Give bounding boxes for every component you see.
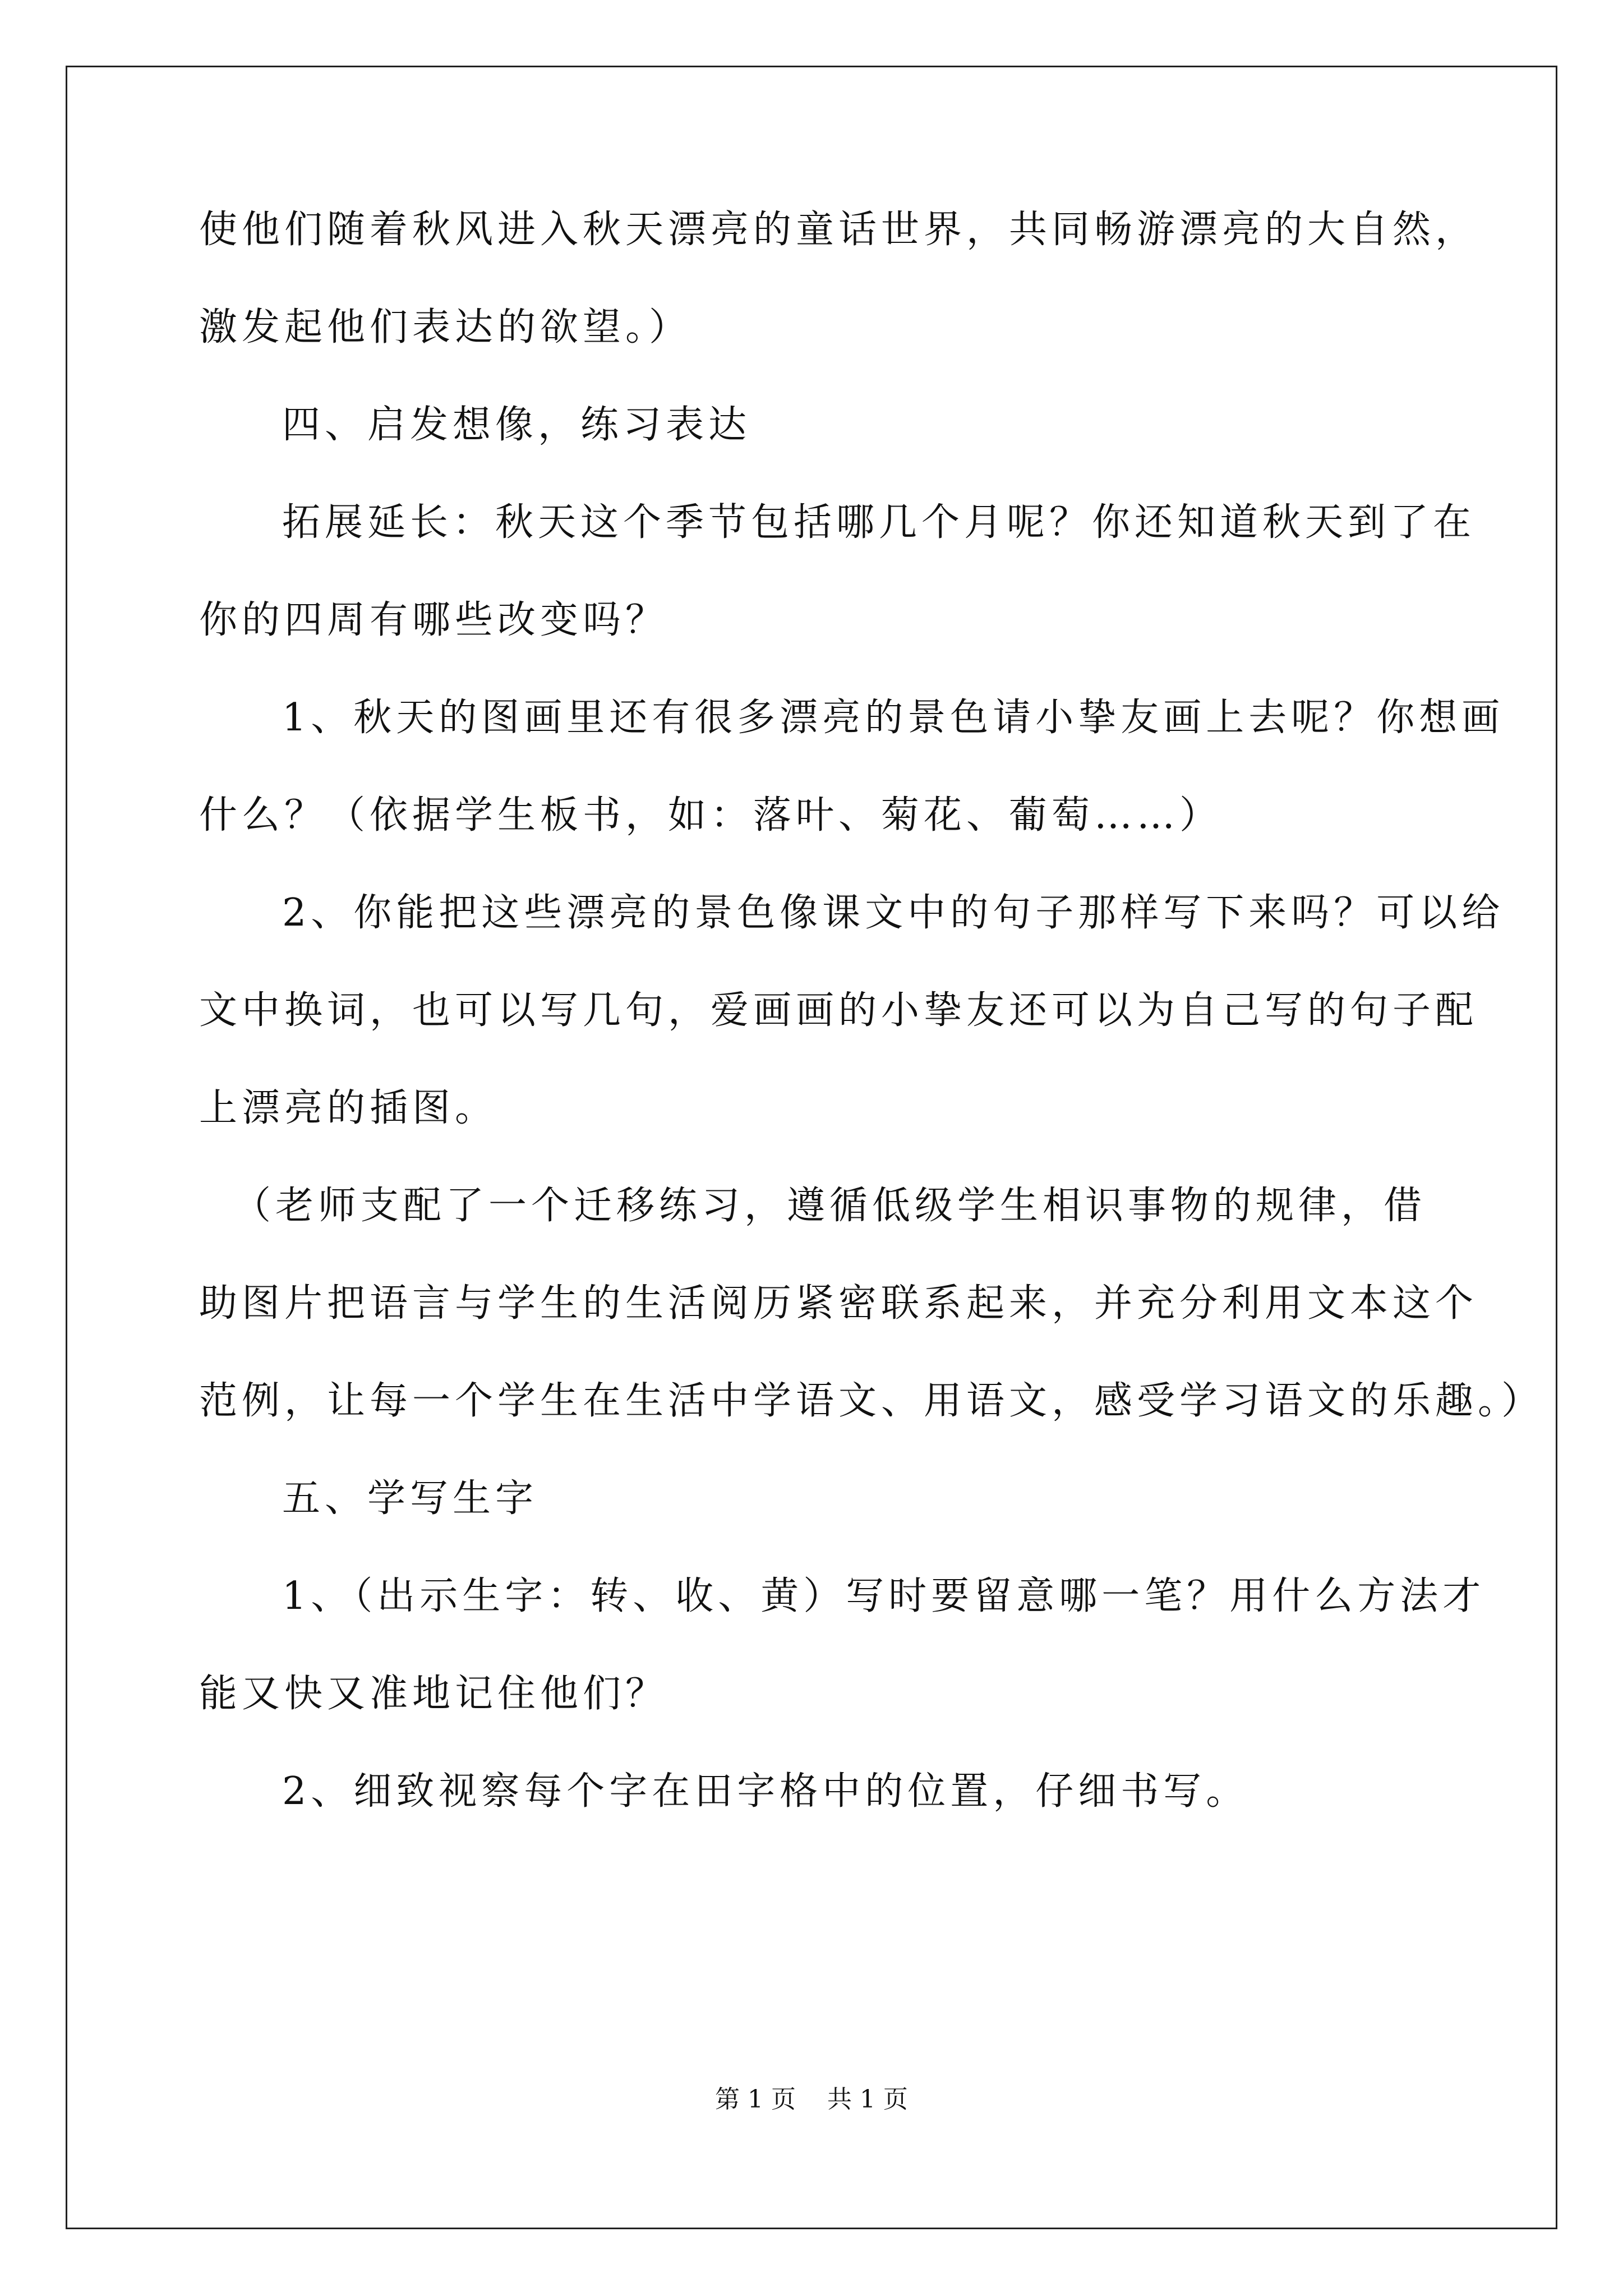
paragraph-line: 上漂亮的插图。	[199, 1086, 498, 1130]
paragraph-line: （老师支配了一个迁移练习，遵循低级学生相识事物的规律，借	[233, 1184, 1427, 1228]
page-footer: 第 1 页 共 1 页	[715, 2085, 908, 2114]
paragraph-line: 1、秋天的图画里还有很多漂亮的景色请小挚友画上去呢？你想画	[282, 696, 1505, 740]
paragraph-line: 激发起他们表达的欲望。）	[199, 305, 692, 349]
paragraph-line: 什么？（依据学生板书，如：落叶、菊花、葡萄……）	[199, 793, 1223, 838]
section-heading: 四、启发想像，练习表达	[282, 403, 751, 447]
paragraph-line: 使他们随着秋风进入秋天漂亮的童话世界，共同畅游漂亮的大自然，	[199, 208, 1478, 252]
paragraph-line: 文中换词，也可以写几句，爱画画的小挚友还可以为自己写的句子配	[199, 988, 1478, 1033]
paragraph-line: 能又快又准地记住他们？	[199, 1672, 668, 1716]
paragraph-line: 你的四周有哪些改变吗？	[199, 598, 668, 642]
paragraph-line: 2、你能把这些漂亮的景色像课文中的句子那样写下来吗？可以给	[282, 891, 1505, 935]
page-border	[66, 66, 1557, 2229]
paragraph-line: 1、（出示生字：转、收、黄）写时要留意哪一笔？用什么方法才	[282, 1574, 1486, 1618]
paragraph-line: 范例，让每一个学生在生活中学语文、用语文，感受学习语文的乐趣。）	[199, 1379, 1544, 1423]
paragraph-line: 拓展延长：秋天这个季节包括哪几个月呢？你还知道秋天到了在	[282, 500, 1476, 545]
paragraph-line: 助图片把语言与学生的生活阅历紧密联系起来，并充分利用文本这个	[199, 1281, 1478, 1326]
section-heading: 五、学写生字	[282, 1476, 538, 1521]
paragraph-line: 2、细致视察每个字在田字格中的位置，仔细书写。	[282, 1769, 1249, 1814]
